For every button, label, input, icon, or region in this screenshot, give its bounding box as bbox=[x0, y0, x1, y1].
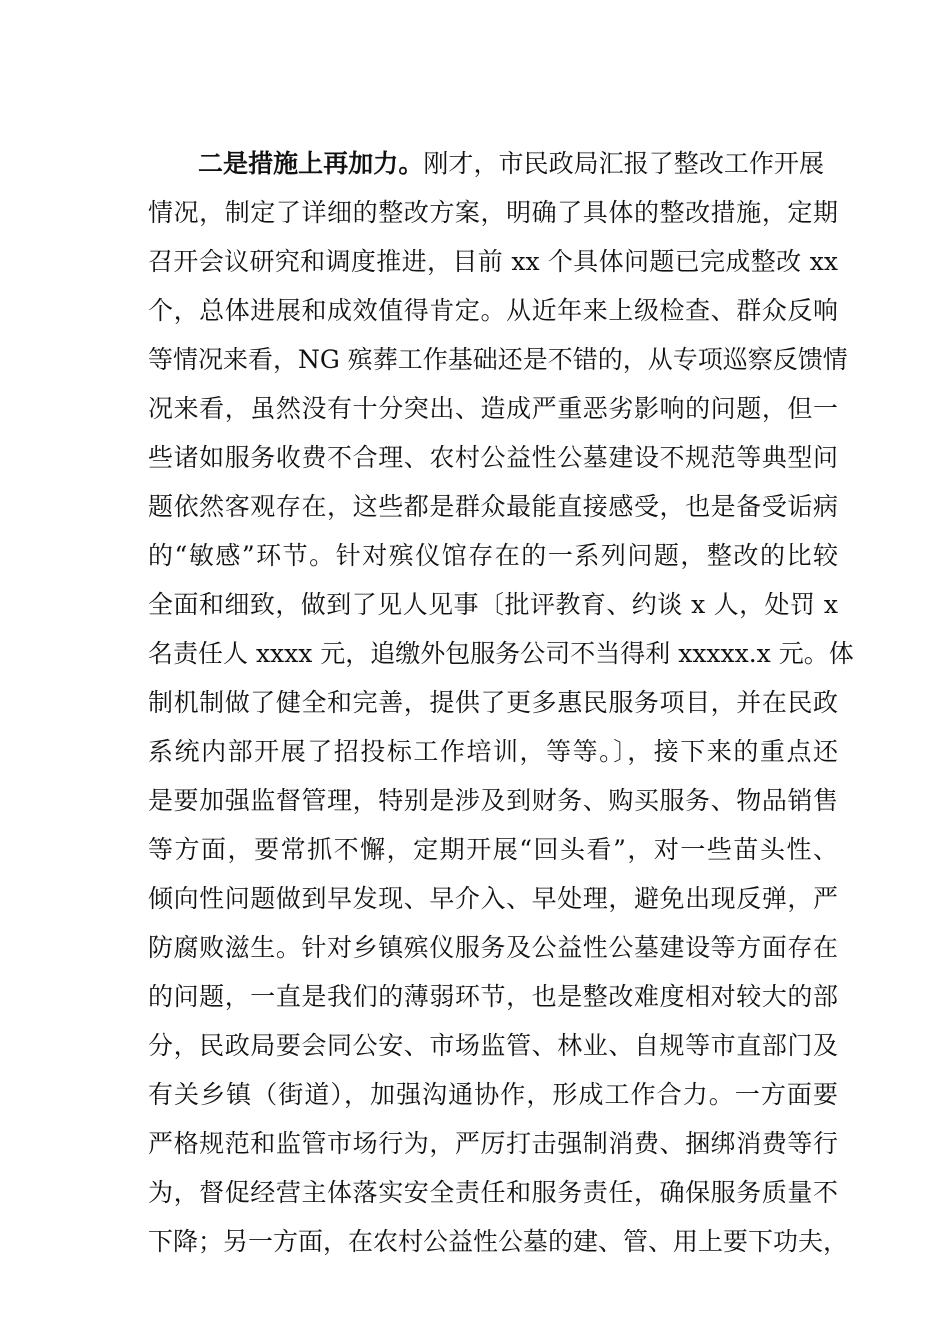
paragraph-line-3: 召开会议研究和调度推进，目前 xx 个具体问题已完成整改 xx bbox=[148, 247, 838, 276]
paragraph-line-9: 的“敏感”环节。针对殡仪馆存在的一系列问题，整改的比较 bbox=[148, 541, 838, 570]
paragraph-line-4: 个，总体进展和成效值得肯定。从近年来上级检查、群众反响 bbox=[148, 296, 838, 325]
paragraph-line-20: 有关乡镇（街道），加强沟通协作，形成工作合力。一方面要 bbox=[148, 1080, 838, 1109]
paragraph-line-21: 严格规范和监管市场行为，严厉打击强制消费、捆绑消费等行 bbox=[148, 1129, 838, 1158]
paragraph-line-12: 制机制做了健全和完善，提供了更多惠民服务项目，并在民政 bbox=[148, 688, 838, 717]
paragraph-line-6: 况来看，虽然没有十分突出、造成严重恶劣影响的问题，但一 bbox=[148, 394, 838, 423]
paragraph-line-18: 的问题，一直是我们的薄弱环节，也是整改难度相对较大的部 bbox=[148, 982, 838, 1011]
line-text: 刚才，市民政局汇报了整改工作开展 bbox=[423, 149, 824, 178]
lead-bold-text: 二是措施上再加力。 bbox=[198, 149, 424, 178]
paragraph-line-13: 系统内部开展了招投标工作培训，等等。〕，接下来的重点还 bbox=[148, 737, 838, 766]
paragraph-line-15: 等方面，要常抓不懈，定期开展“回头看”，对一些苗头性、 bbox=[148, 835, 838, 864]
paragraph-line-17: 防腐败滋生。针对乡镇殡仪服务及公益性公墓建设等方面存在 bbox=[148, 933, 838, 962]
paragraph-line-19: 分，民政局要会同公安、市场监管、林业、自规等市直部门及 bbox=[148, 1031, 838, 1060]
paragraph-line-8: 题依然客观存在，这些都是群众最能直接感受，也是备受诟病 bbox=[148, 492, 838, 521]
paragraph-line-1 bbox=[198, 142, 824, 186]
paragraph-line-11: 名责任人 xxxx 元，追缴外包服务公司不当得利 xxxxx.x 元。体 bbox=[148, 639, 854, 668]
paragraph-line-5: 等情况来看，NG 殡葬工作基础还是不错的，从专项巡察反馈情 bbox=[148, 345, 848, 374]
paragraph-line-2: 情况，制定了详细的整改方案，明确了具体的整改措施，定期 bbox=[148, 198, 838, 227]
paragraph-line-16: 倾向性问题做到早发现、早介入、早处理，避免出现反弹，严 bbox=[148, 884, 838, 913]
paragraph-line-23: 下降；另一方面，在农村公益性公墓的建、管、用上要下功夫， bbox=[148, 1227, 849, 1256]
paragraph-line-7: 些诸如服务收费不合理、农村公益性公墓建设不规范等典型问 bbox=[148, 443, 838, 472]
paragraph-line-22: 为，督促经营主体落实安全责任和服务责任，确保服务质量不 bbox=[148, 1178, 838, 1207]
paragraph-line-14: 是要加强监督管理，特别是涉及到财务、购买服务、物品销售 bbox=[148, 786, 838, 815]
paragraph-line-10: 全面和细致，做到了见人见事〔批评教育、约谈 x 人，处罚 x bbox=[148, 590, 838, 619]
